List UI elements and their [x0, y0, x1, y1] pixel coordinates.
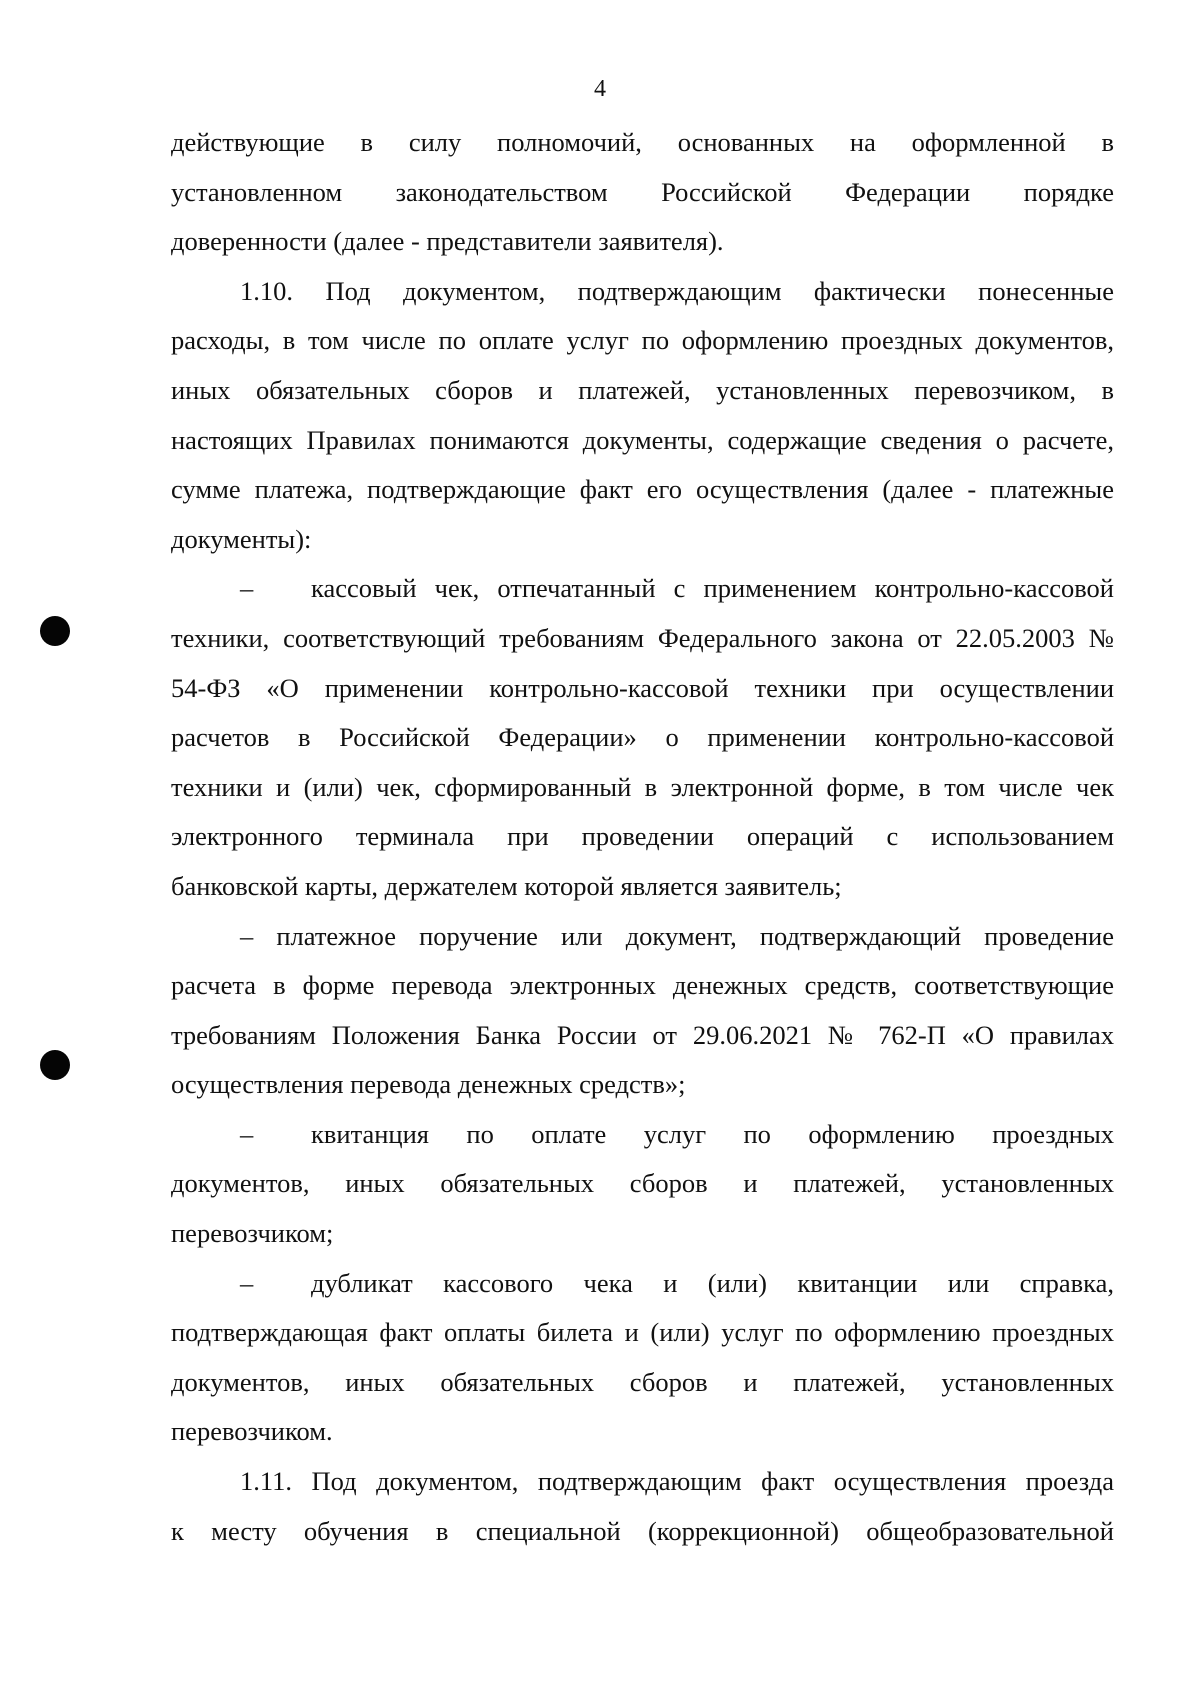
- page-number: 4: [594, 76, 606, 102]
- text-line: документы):: [171, 523, 312, 554]
- text-line: действующие в силу полномочий, основанных на оформленной в: [171, 127, 1114, 157]
- text-line: требованиям Положения Банка России от 29.06.2021 № 762-П «О правилах: [171, 1019, 1114, 1050]
- hole-punch-mark: [40, 1050, 70, 1080]
- text-line: дубликат кассового чека и (или) квитанции или справка,: [311, 1267, 1114, 1298]
- list-item-payment-order: – платежное поручение или документ, подтверждающий проведение: [240, 920, 1114, 951]
- text-line: перевозчиком;: [171, 1218, 334, 1249]
- text-line: 54-ФЗ «О применении контрольно-кассовой техники при осуществлении: [171, 672, 1114, 703]
- list-dash: –: [240, 573, 254, 604]
- text-line: расчетов в Российской Федерации» о применении контрольно-кассовой: [171, 722, 1114, 753]
- hole-punch-mark: [40, 616, 70, 646]
- text-line: квитанция по оплате услуг по оформлению проездных: [311, 1118, 1114, 1149]
- paragraph-1-11-start: 1.11. Под документом, подтверждающим факт осуществления проезда: [240, 1466, 1114, 1497]
- text-line: установленном законодательством Российской Федерации порядке: [171, 176, 1114, 207]
- text-line: расходы, в том числе по оплате услуг по оформлению проездных документов,: [171, 325, 1114, 356]
- paragraph-1-10-start: 1.10. Под документом, подтверждающим фактически понесенные: [240, 275, 1114, 306]
- document-body: [171, 118, 1114, 1556]
- text-line: настоящих Правилах понимаются документы, содержащие сведения о расчете,: [171, 424, 1114, 455]
- text-line: иных обязательных сборов и платежей, установленных перевозчиком, в: [171, 374, 1114, 405]
- text-line: техники и (или) чек, сформированный в электронной форме, в том числе чек: [171, 771, 1114, 802]
- text-line: осуществления перевода денежных средств»;: [171, 1069, 686, 1100]
- text-line: перевозчиком.: [171, 1416, 333, 1447]
- text-line: документов, иных обязательных сборов и платежей, установленных: [171, 1168, 1114, 1199]
- text-line: к месту обучения в специальной (коррекционной) общеобразовательной: [171, 1515, 1114, 1546]
- text-line: расчета в форме перевода электронных денежных средств, соответствующие: [171, 970, 1114, 1001]
- text-line: электронного терминала при проведении операций с использованием: [171, 821, 1114, 852]
- list-dash: –: [240, 1267, 254, 1298]
- text-line: документов, иных обязательных сборов и платежей, установленных: [171, 1366, 1114, 1397]
- list-item-duplicate: [171, 1259, 1114, 1309]
- list-item-cash-receipt: [171, 564, 1114, 614]
- text-line: кассовый чек, отпечатанный с применением контрольно-кассовой: [311, 573, 1114, 604]
- text-line: доверенности (далее - представители заявителя).: [171, 226, 724, 257]
- text-line: сумме платежа, подтверждающие факт его осуществления (далее - платежные: [171, 474, 1114, 505]
- list-dash: –: [240, 1118, 254, 1149]
- text-line: техники, соответствующий требованиям Федерального закона от 22.05.2003 №: [171, 622, 1114, 653]
- list-item-receipt: [171, 1110, 1114, 1160]
- text-line: банковской карты, держателем которой является заявитель;: [171, 870, 842, 901]
- text-line: подтверждающая факт оплаты билета и (или) услуг по оформлению проездных: [171, 1317, 1114, 1348]
